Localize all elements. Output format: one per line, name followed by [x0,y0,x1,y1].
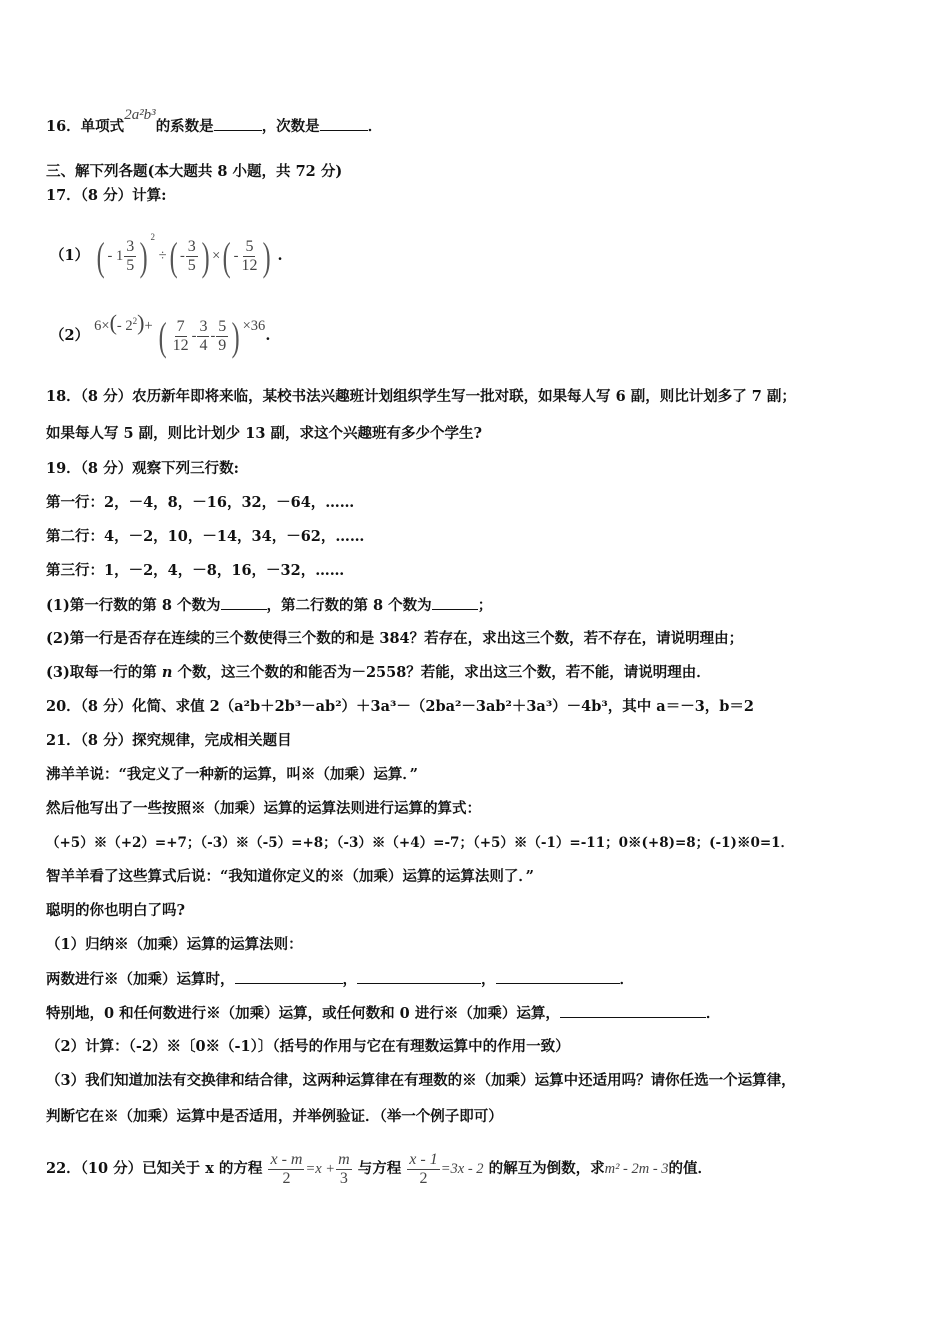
q20-line: 20．（8 分）化简、求值 2（a²b＋2b³－ab²）＋3a³－（2ba²－3ab²＋3a³）－4b³，其中 a＝－3，b＝2 [46,698,755,715]
q22-equation-2: $\frac{x - 1}{2}$ =3x - 2 [409,1151,484,1188]
q18-line1: 18．（8 分）农历新年即将来临，某校书法兴趣班计划组织学生写一批对联，如果每人写 6 副，则比计划多了 7 副； [46,388,796,405]
q21-line2: 然后他写出了一些按照※（加乘）运算的运算法则进行运算的算式： [46,800,481,817]
q18-line2: 如果每人写 5 副，则比计划少 13 副，求这个兴趣班有多少个学生? [46,425,482,442]
q16-blank-degree[interactable] [320,116,368,131]
q17-part2: （2） 6×(- $2^2)+$ ( $\frac{7}{12}$ - $\frac{3}{4}$ - $\frac{5}{9}$ ) ×36. [50,309,271,359]
q22-equation-1: $\frac{x - m}{2}$ =x + $\frac{m}{3}$ [270,1151,350,1188]
fraction: $\frac{3}{5}$ [126,238,135,274]
q21-blank-2[interactable] [357,969,481,984]
q17-p1-label: （1） [50,246,90,264]
q19-sub3: (3)取每一行的第 n 个数，这三个数的和能否为－2558？若能，求出这三个数，若不能，请说明理由． [46,664,711,681]
q21-line6: （1）归纳※（加乘）运算的运算法则： [46,936,303,953]
q16-end: ． [367,118,383,135]
q19-row3: 第三行：1，－2，4，－8，16，－32，…… [46,562,345,579]
q16-mid: 的系数是 [155,118,214,135]
section-3-heading: 三、解下列各题(本大题共 8 小题，共 72 分) [46,163,343,180]
q17-p1-expression: ( - 1 $\frac{3}{5}$ ) $^2$ ÷( - $\frac{3}{5}$ ) ×( - $\frac{5}{12}$ ) [96,232,272,279]
q17-part1: （1） ( - 1 $\frac{3}{5}$ ) $^2$ ÷( - $\frac{3}{5}$ ) ×( - $\frac{5}{12}$ ) . [50,232,283,279]
q21-line7: 两数进行※（加乘）运算时， ， ， ． [46,971,634,988]
q19-blank-row2[interactable] [432,595,478,610]
q21-line4: 智羊羊看了这些算式后说：“我知道你定义的※（加乘）运算的运算法则了．” [46,868,534,885]
q21-line1: 沸羊羊说：“我定义了一种新的运算，叫※（加乘）运算．” [46,766,418,783]
q21-blank-3[interactable] [496,969,620,984]
q16-expression: 2a²b³ [124,107,156,123]
q17-p2-label: （2） [50,326,90,344]
q21-line10: （3）我们知道加法有交换律和结合律，这两种运算律在有理数的※（加乘）运算中还适用吗？请你任选一个运算律， [46,1072,796,1089]
q21-line8: 特别地，0 和任何数进行※（加乘）运算，或任何数和 0 进行※（加乘）运算， ． [46,1005,721,1022]
q19-blank-row1[interactable] [221,595,267,610]
q21-blank-1[interactable] [235,969,343,984]
q19-sub1: (1)第一行数的第 8 个数为 ，第二行数的第 8 个数为 ； [46,597,493,614]
q21-line5: 聪明的你也明白了吗? [46,902,185,919]
q19-sub2: (2)第一行是否存在连续的三个数使得三个数的和是 384？若存在，求出这三个数，若不存在，请说明理由； [46,630,744,647]
q16-line [46,107,383,137]
q17-title: 17．（8 分）计算: [46,187,167,204]
q21-line11: 判断它在※（加乘）运算中是否适用，并举例验证．（举一个例子即可） [46,1108,503,1125]
q16-blank-coefficient[interactable] [214,116,262,131]
q19-title: 19．（8 分）观察下列三行数: [46,460,239,477]
q22-expression: m² - 2m - 3 [604,1161,669,1177]
q19-row1: 第一行：2，－4，8，－16，32，－64，…… [46,494,355,511]
q19-row2: 第二行：4，－2，10，－14，34，－62，…… [46,528,365,545]
q17-p2-expression: 6×(- $2^2)+$ [94,309,153,335]
q16-mid2: ，次数是 [261,118,320,135]
q21-blank-4[interactable] [560,1003,706,1018]
q22-line: 22．（10 分）已知关于 x 的方程 $\frac{x - m}{2}$ =x + $\frac{m}{3}$ 与方程 $\frac{x - 1}{2}$ =3x - 2 的解互为倒数，求m² - 2m - 3的值． [46,1151,713,1188]
q21-line3: （+5）※（+2）=+7；（-3）※（-5）=+8；（-3）※（+4）=-7；（+5）※（-1）=-11；0※(+8)=8；(-1)※0=1． [46,835,795,851]
q21-line9: （2）计算：（-2）※〔0※（-1）〕（括号的作用与它在有理数运算中的作用一致） [46,1038,570,1055]
q16-prefix: 16．单项式 [46,118,125,135]
q21-title: 21．（8 分）探究规律，完成相关题目 [46,732,292,749]
